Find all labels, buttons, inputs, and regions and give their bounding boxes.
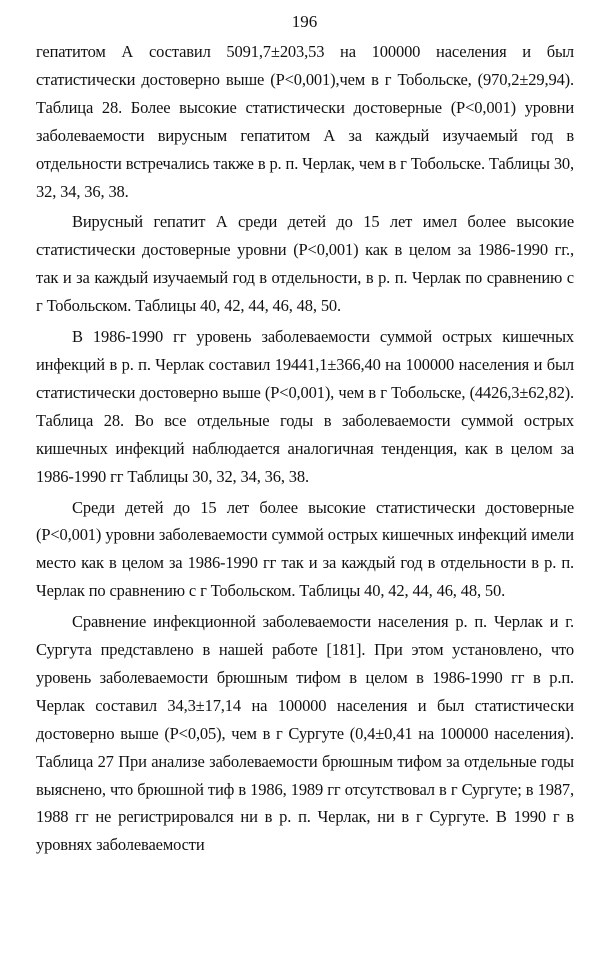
- page-number: 196: [291, 12, 318, 31]
- paragraph-3: В 1986-1990 гг уровень заболеваемости суммой острых кишечных инфекций в р. п. Черлак составил 19441,1±366,40 на 100000 населения и был статистически достоверно выше (Р<0,001), чем в г Тобольске, (4426,3±62,82). Таблица 28. Во все отдельные годы в заболеваемости суммой острых кишечных инфекций наблюдается аналогичная тенденция, как в целом за 1986-1990 гг Таблицы 30, 32, 34, 36, 38.: [36, 327, 574, 486]
- body-text: [36, 38, 574, 859]
- paragraph-1: гепатитом А составил 5091,7±203,53 на 100000 населения и был статистически достоверно выше (Р<0,001),чем в г Тобольске, (970,2±29,94). Таблица 28. Более высокие статистически достоверные (Р<0,001) уровни заболеваемости вирусным гепатитом А за каждый изучаемый год в отдельности встречались также в р. п. Черлак, чем в г Тобольске. Таблицы 30, 32, 34, 36, 38.: [36, 42, 574, 201]
- paragraph-2: Вирусный гепатит А среди детей до 15 лет имел более высокие статистически достоверные уровни (Р<0,001) как в целом за 1986-1990 гг., так и за каждый изучаемый год в отдельности, в р. п. Черлак по сравнению с г Тобольском. Таблицы 40, 42, 44, 46, 48, 50.: [36, 212, 574, 316]
- paragraph-5: Сравнение инфекционной заболеваемости населения р. п. Черлак и г. Сургута представлено в нашей работе [181]. При этом установлено, что уровень заболеваемости брюшным тифом в целом в 1986-1990 гг в р.п. Черлак составил 34,3±17,14 на 100000 населения и был статистически достоверно выше (Р<0,05), чем в г Сургуте (0,4±0,41 на 100000 населения). Таблица 27 При анализе заболеваемости брюшным тифом за отдельные годы выяснено, что брюшной тиф в 1986, 1989 гг отсутствовал в г Сургуте; в 1987, 1988 гг не регистрировался ни в р. п. Черлак, ни в г Сургуте. В 1990 г в уровнях заболеваемости: [36, 612, 574, 855]
- paragraph-4: Среди детей до 15 лет более высокие статистически достоверные (Р<0,001) уровни заболеваемости суммой острых кишечных инфекций имели место как в целом за 1986-1990 гг так и за каждый год в отдельности в р. п. Черлак по сравнению с г Тобольском. Таблицы 40, 42, 44, 46, 48, 50.: [36, 497, 574, 601]
